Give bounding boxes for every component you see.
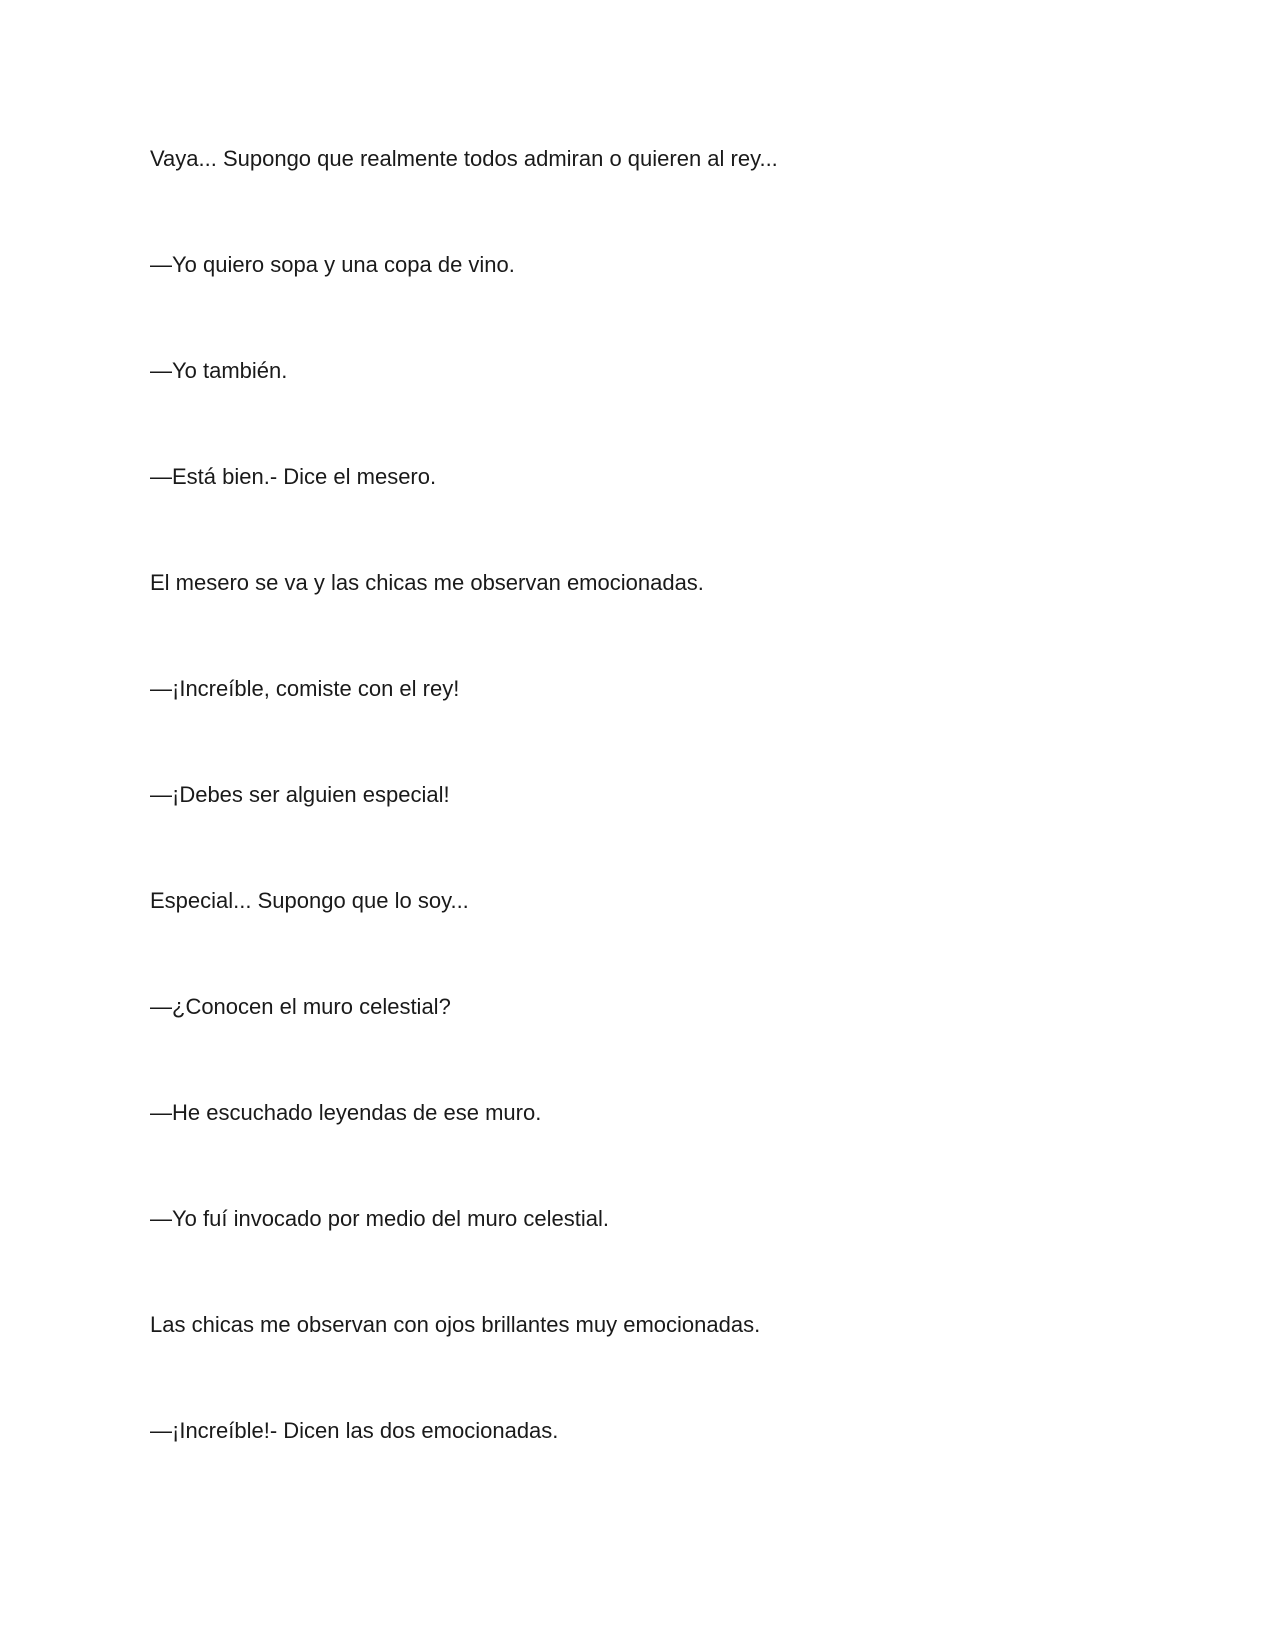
paragraph: Vaya... Supongo que realmente todos admiran o quieren al rey...: [150, 146, 778, 171]
paragraph: —Yo quiero sopa y una copa de vino.: [150, 252, 515, 277]
paragraph: —¡Increíble, comiste con el rey!: [150, 676, 460, 701]
paragraph: Las chicas me observan con ojos brillantes muy emocionadas.: [150, 1312, 761, 1337]
paragraph: —Yo fuí invocado por medio del muro celestial.: [150, 1206, 609, 1231]
document-body: [150, 144, 1150, 1522]
paragraph: El mesero se va y las chicas me observan emocionadas.: [150, 570, 704, 595]
paragraph: —¡Debes ser alguien especial!: [150, 782, 450, 807]
paragraph: Especial... Supongo que lo soy...: [150, 888, 469, 913]
paragraph: —¿Conocen el muro celestial?: [150, 994, 451, 1019]
paragraph: —¡Increíble!- Dicen las dos emocionadas.: [150, 1418, 559, 1443]
paragraph: —Está bien.- Dice el mesero.: [150, 464, 437, 489]
paragraph: —He escuchado leyendas de ese muro.: [150, 1100, 542, 1125]
paragraph: —Yo también.: [150, 358, 288, 383]
